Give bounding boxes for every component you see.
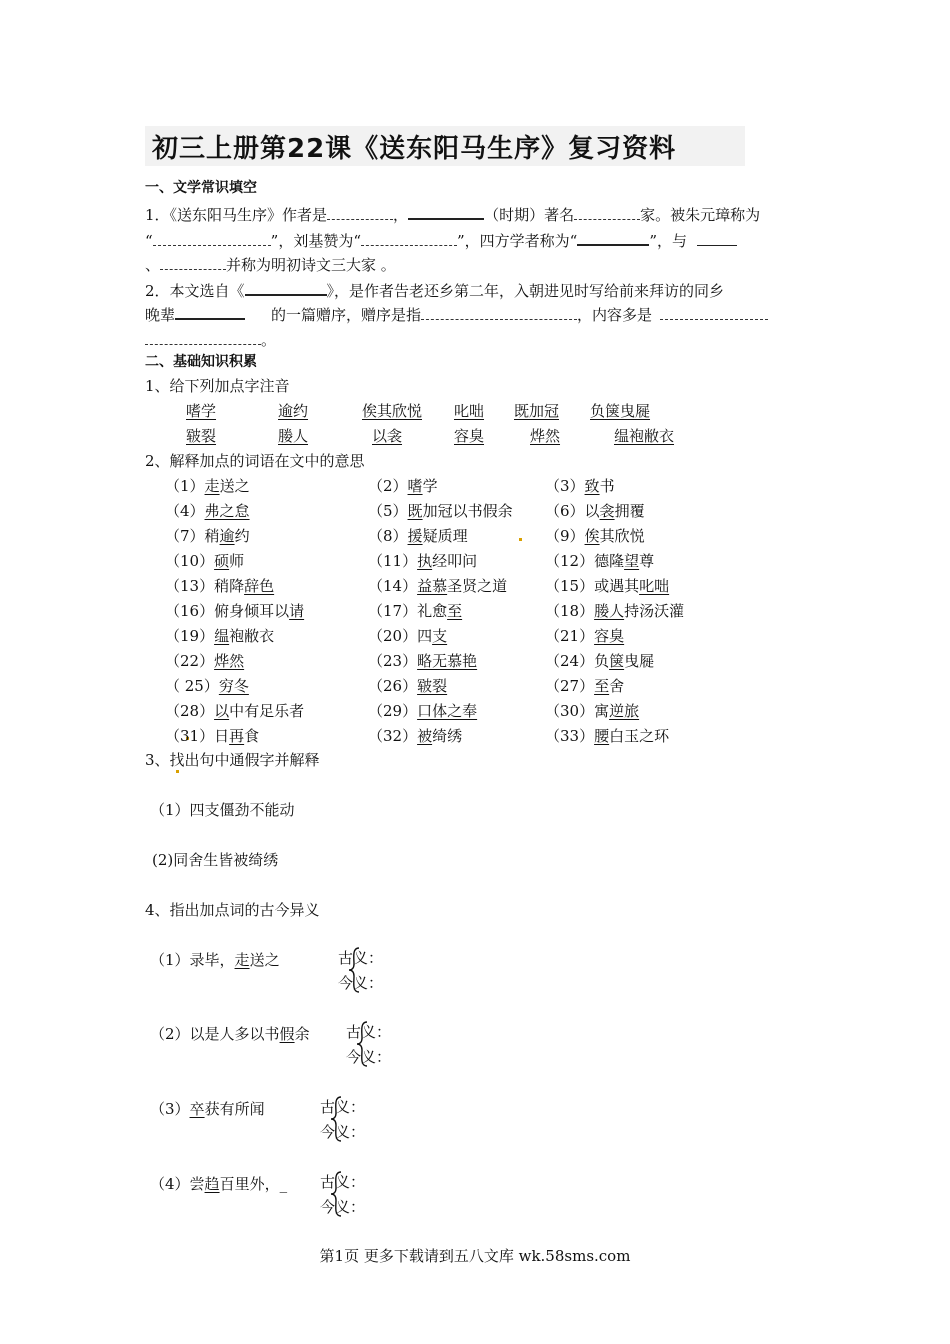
pinyin-item: 逾约 [278,402,309,420]
vocab-item: （7）稍逾约 [165,527,250,545]
jin-label: 今义： [338,974,384,992]
gu-label: 古义： [320,1173,366,1191]
pinyin-item: 烨然 [530,427,561,445]
vocab-item: （16）俯身倾耳以请 [165,602,305,620]
vocab-item: （9）俟其欣悦 [545,527,645,545]
section2-heading: 二、基础知识积累 [145,354,257,370]
vocab-item: （23）略无慕艳 [368,652,478,670]
s2-q3-label: 3、找出句中通假字并解释 [145,751,320,769]
gujin-item: （4）尝趋百里外，_ [150,1175,288,1193]
vocab-item: （28）以中有足乐者 [165,702,305,720]
pinyin-item: 负箧曳屣 [590,402,651,420]
blank-field[interactable] [574,203,640,220]
vocab-item: （10）硕师 [165,552,245,570]
vocab-item: （21）容臭 [545,627,625,645]
gu-label: 古义： [338,949,384,967]
vocab-item: （19）缊袍敝衣 [165,627,275,645]
pinyin-item: 既加冠 [514,402,560,420]
blank-zhu-title[interactable] [153,229,271,246]
stray-dot [519,538,522,541]
s1-q1-line3: 、 并称为明初诗文三大家 。 [145,253,396,275]
pinyin-item: 叱咄 [454,402,485,420]
s2-q3-item-1: （1）四支僵劲不能动 [150,801,295,819]
pinyin-item: 媵人 [278,427,309,445]
s1-q2-line3: 。 [145,328,276,350]
vocab-item: （2）嗜学 [368,477,438,495]
gujin-item: （2）以是人多以书假余 [150,1025,310,1043]
blank-poet1[interactable] [697,229,737,246]
page-footer: 第1页 更多下载请到五八文库 wk.58sms.com [319,1247,631,1265]
vocab-item: （29）口体之奉 [368,702,478,720]
blank-scholars-title[interactable] [577,228,649,246]
brace-icon [329,1095,343,1143]
blank-poet2[interactable] [160,253,226,270]
vocab-item: （3）致书 [545,477,615,495]
vocab-item: （17）礼愈至 [368,602,463,620]
brace-icon [355,1020,369,1068]
vocab-item: （31）日再食 [165,727,260,745]
pinyin-item: 容臭 [454,427,485,445]
s1-q1-line2: “ ”，刘基赞为“ ”，四方学者称为“ ”，与 [145,228,737,251]
vocab-item: （26）皲裂 [368,677,448,695]
vocab-item: （33）腰白玉之环 [545,727,670,745]
blank-content-1[interactable] [660,303,768,320]
pinyin-item: 以衾 [372,427,403,445]
vocab-item: （6）以衾拥覆 [545,502,645,520]
blank-liuji-title[interactable] [361,229,457,246]
blank-content-2[interactable] [145,328,261,345]
vocab-item: （14）益慕圣贤之道 [368,577,508,595]
s2-q2-label: 2、解释加点的词语在文中的意思 [145,452,365,470]
vocab-item: （12）德隆望尊 [545,552,655,570]
vocab-item: （24）负箧曳屣 [545,652,655,670]
blank-source[interactable] [245,278,327,296]
vocab-item: （8）援疑质理 [368,527,468,545]
gu-label: 古义： [320,1098,366,1116]
brace-icon [329,1170,343,1218]
jin-label: 今义： [320,1123,366,1141]
gujin-item: （3）卒获有所闻 [150,1100,265,1118]
vocab-item: （4）弗之怠 [165,502,250,520]
vocab-item: （20）四支 [368,627,448,645]
vocab-item: （22）烨然 [165,652,245,670]
s2-q1-label: 1、给下列加点字注音 [145,377,290,395]
brace-icon [347,946,361,994]
jin-label: 今义： [346,1048,392,1066]
gujin-item: （1）录毕，走送之 [150,951,280,969]
blank-junior[interactable] [175,302,245,320]
pinyin-item: 皲裂 [186,427,217,445]
page-title: 初三上册第22课《送东阳马生序》复习资料 [152,134,677,164]
vocab-item: （15）或遇其叱咄 [545,577,670,595]
blank-period[interactable] [408,202,484,220]
gu-label: 古义： [346,1023,392,1041]
s1-q1-line1: 1．《送东阳马生序》作者是 ， （时期）著名 家。被朱元璋称为 [145,202,760,225]
vocab-item: （27）至舍 [545,677,625,695]
vocab-item: （11）执经叩问 [368,552,478,570]
vocab-item: （30）寓逆旅 [545,702,640,720]
pinyin-item: 缊袍敝衣 [614,427,675,445]
vocab-item: （ 25）穷冬 [165,677,249,695]
s2-q3-item-2: (2)同舍生皆被绮绣 [152,851,279,869]
s2-q4-label: 4、指出加点词的古今异义 [145,901,320,919]
pinyin-item: 俟其欣悦 [362,402,423,420]
vocab-item: （18）媵人持汤沃灌 [545,602,685,620]
vocab-item: （32）被绮绣 [368,727,463,745]
s1-q2-line2: 晚辈 的一篇赠序，赠序是指 ，内容多是 [145,302,768,325]
vocab-item: （1）走送之 [165,477,250,495]
jin-label: 今义： [320,1198,366,1216]
section1-heading: 一、文学常识填空 [145,180,257,196]
vocab-item: （13）稍降辞色 [165,577,275,595]
pinyin-item: 嗜学 [186,402,217,420]
vocab-item: （5）既加冠以书假余 [368,502,513,520]
stray-dot [176,770,179,773]
s1-q2-line1: 2．本文选自《 》，是作者告老还乡第二年，入朝进见时写给前来拜访的同乡 [145,278,724,301]
blank-zengxu-def[interactable] [421,303,577,320]
blank-author[interactable] [327,203,393,220]
